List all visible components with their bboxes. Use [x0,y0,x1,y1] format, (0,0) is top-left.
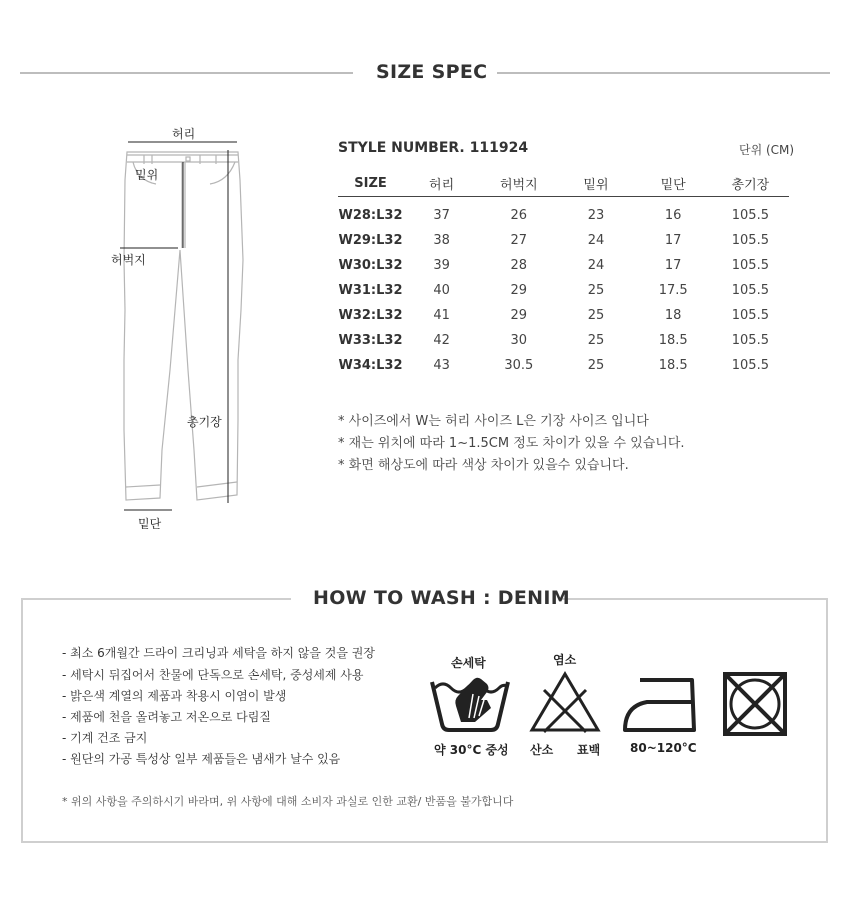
wash-item: - 세탁시 뒤집어서 찬물에 단독으로 손세탁, 중성세제 사용 [62,668,364,682]
cell-rise: 25 [587,308,605,323]
wash-item: - 밝은색 계열의 제품과 착용시 이염이 발생 [62,689,287,703]
cell-thigh: 29 [510,283,528,298]
wash-item: - 제품에 천을 올려놓고 저온으로 다림질 [62,710,271,724]
bleach-bottom-right-label: 표백 [577,743,601,757]
cell-size: W34:L32 [338,358,403,373]
table-row [338,328,789,353]
jeans-outline [100,120,280,540]
table-row [338,253,789,278]
cell-rise: 24 [587,258,605,273]
cell-waist: 37 [433,208,450,223]
cell-total-length: 105.5 [731,283,769,298]
cell-size: W30:L32 [338,258,403,273]
note-color-diff: * 화면 해상도에 따라 색상 차이가 있을수 있습니다. [338,458,629,473]
header-waist: 허리 [403,171,480,197]
table-row [338,197,789,229]
cell-hem: 18 [664,308,682,323]
bleach-top-label: 염소 [553,653,577,667]
size-spec-title: SIZE SPEC [376,61,488,83]
cell-rise: 23 [587,208,605,223]
size-table [338,171,789,378]
cell-total-length: 105.5 [731,308,769,323]
label-total-length: 총기장 [187,415,222,429]
cell-size: W32:L32 [338,308,403,323]
table-row [338,228,789,253]
style-number: STYLE NUMBER. 111924 [338,140,529,156]
wash-footnote: * 위의 사항을 주의하시기 바라며, 위 사항에 대해 소비자 과실로 인한 교환/ 반품을 불가합니다 [62,795,514,808]
label-hem: 밑단 [138,517,162,531]
wash-item: - 원단의 가공 특성상 일부 제품들은 냄새가 날수 있음 [62,752,341,766]
bleach-icon [529,670,601,734]
no-tumble-dry-icon [722,671,788,737]
cell-hem: 17 [664,258,682,273]
cell-total-length: 105.5 [731,233,769,248]
cell-total-length: 105.5 [731,333,769,348]
note-measure-diff: * 재는 위치에 따라 1~1.5CM 정도 차이가 있을 수 있습니다. [338,436,685,451]
table-row [338,303,789,328]
note-size-meaning: * 사이즈에서 W는 허리 사이즈 L은 기장 사이즈 입니다 [338,414,649,429]
cell-waist: 42 [433,333,450,348]
cell-rise: 24 [587,233,605,248]
iron-bottom-label: 80~120°C [630,741,697,755]
hand-wash-top-label: 손세탁 [451,656,486,670]
cell-hem: 16 [664,208,682,223]
cell-hem: 17 [664,233,682,248]
bleach-bottom-left-label: 산소 [530,743,554,757]
cell-hem: 18.5 [658,333,688,348]
cell-size: W33:L32 [338,333,403,348]
size-spec-line-left [20,72,353,74]
cell-total-length: 105.5 [731,258,769,273]
hand-wash-icon [429,670,511,734]
cell-waist: 39 [433,258,450,273]
wash-item: - 최소 6개월간 드라이 크리닝과 세탁을 하지 않을 것을 권장 [62,646,375,660]
cell-size: W28:L32 [338,208,403,223]
table-row [338,353,789,378]
size-spec-line-right [497,72,830,74]
cell-hem: 17.5 [658,283,688,298]
label-waist: 허리 [172,127,196,141]
cell-thigh: 28 [510,258,528,273]
cell-waist: 43 [433,358,450,373]
cell-waist: 41 [433,308,450,323]
header-thigh: 허벅지 [480,171,557,197]
label-rise: 밑위 [135,168,159,182]
cell-rise: 25 [587,283,605,298]
jeans-diagram [100,120,280,540]
header-total-length: 총기장 [712,171,789,197]
cell-hem: 18.5 [658,358,688,373]
table-row [338,278,789,303]
cell-rise: 25 [587,333,605,348]
table-header-row [338,171,789,197]
cell-size: W29:L32 [338,233,403,248]
wash-title: HOW TO WASH : DENIM [313,587,570,609]
cell-thigh: 27 [510,233,528,248]
cell-total-length: 105.5 [731,358,769,373]
cell-thigh: 30 [510,333,528,348]
header-rise: 밑위 [557,171,634,197]
cell-size: W31:L32 [338,283,403,298]
cell-thigh: 30.5 [504,358,534,373]
cell-total-length: 105.5 [731,208,769,223]
header-size: SIZE [338,171,403,197]
hand-wash-bottom-label: 약 30°C 중성 [434,743,509,757]
cell-thigh: 26 [510,208,528,223]
label-thigh: 허벅지 [111,253,146,267]
header-hem: 밑단 [635,171,712,197]
iron-icon [622,676,698,734]
cell-rise: 25 [587,358,605,373]
cell-waist: 38 [433,233,450,248]
wash-item: - 기계 건조 금지 [62,731,148,745]
cell-waist: 40 [433,283,450,298]
cell-thigh: 29 [510,308,528,323]
unit-label: 단위 (CM) [739,143,795,157]
